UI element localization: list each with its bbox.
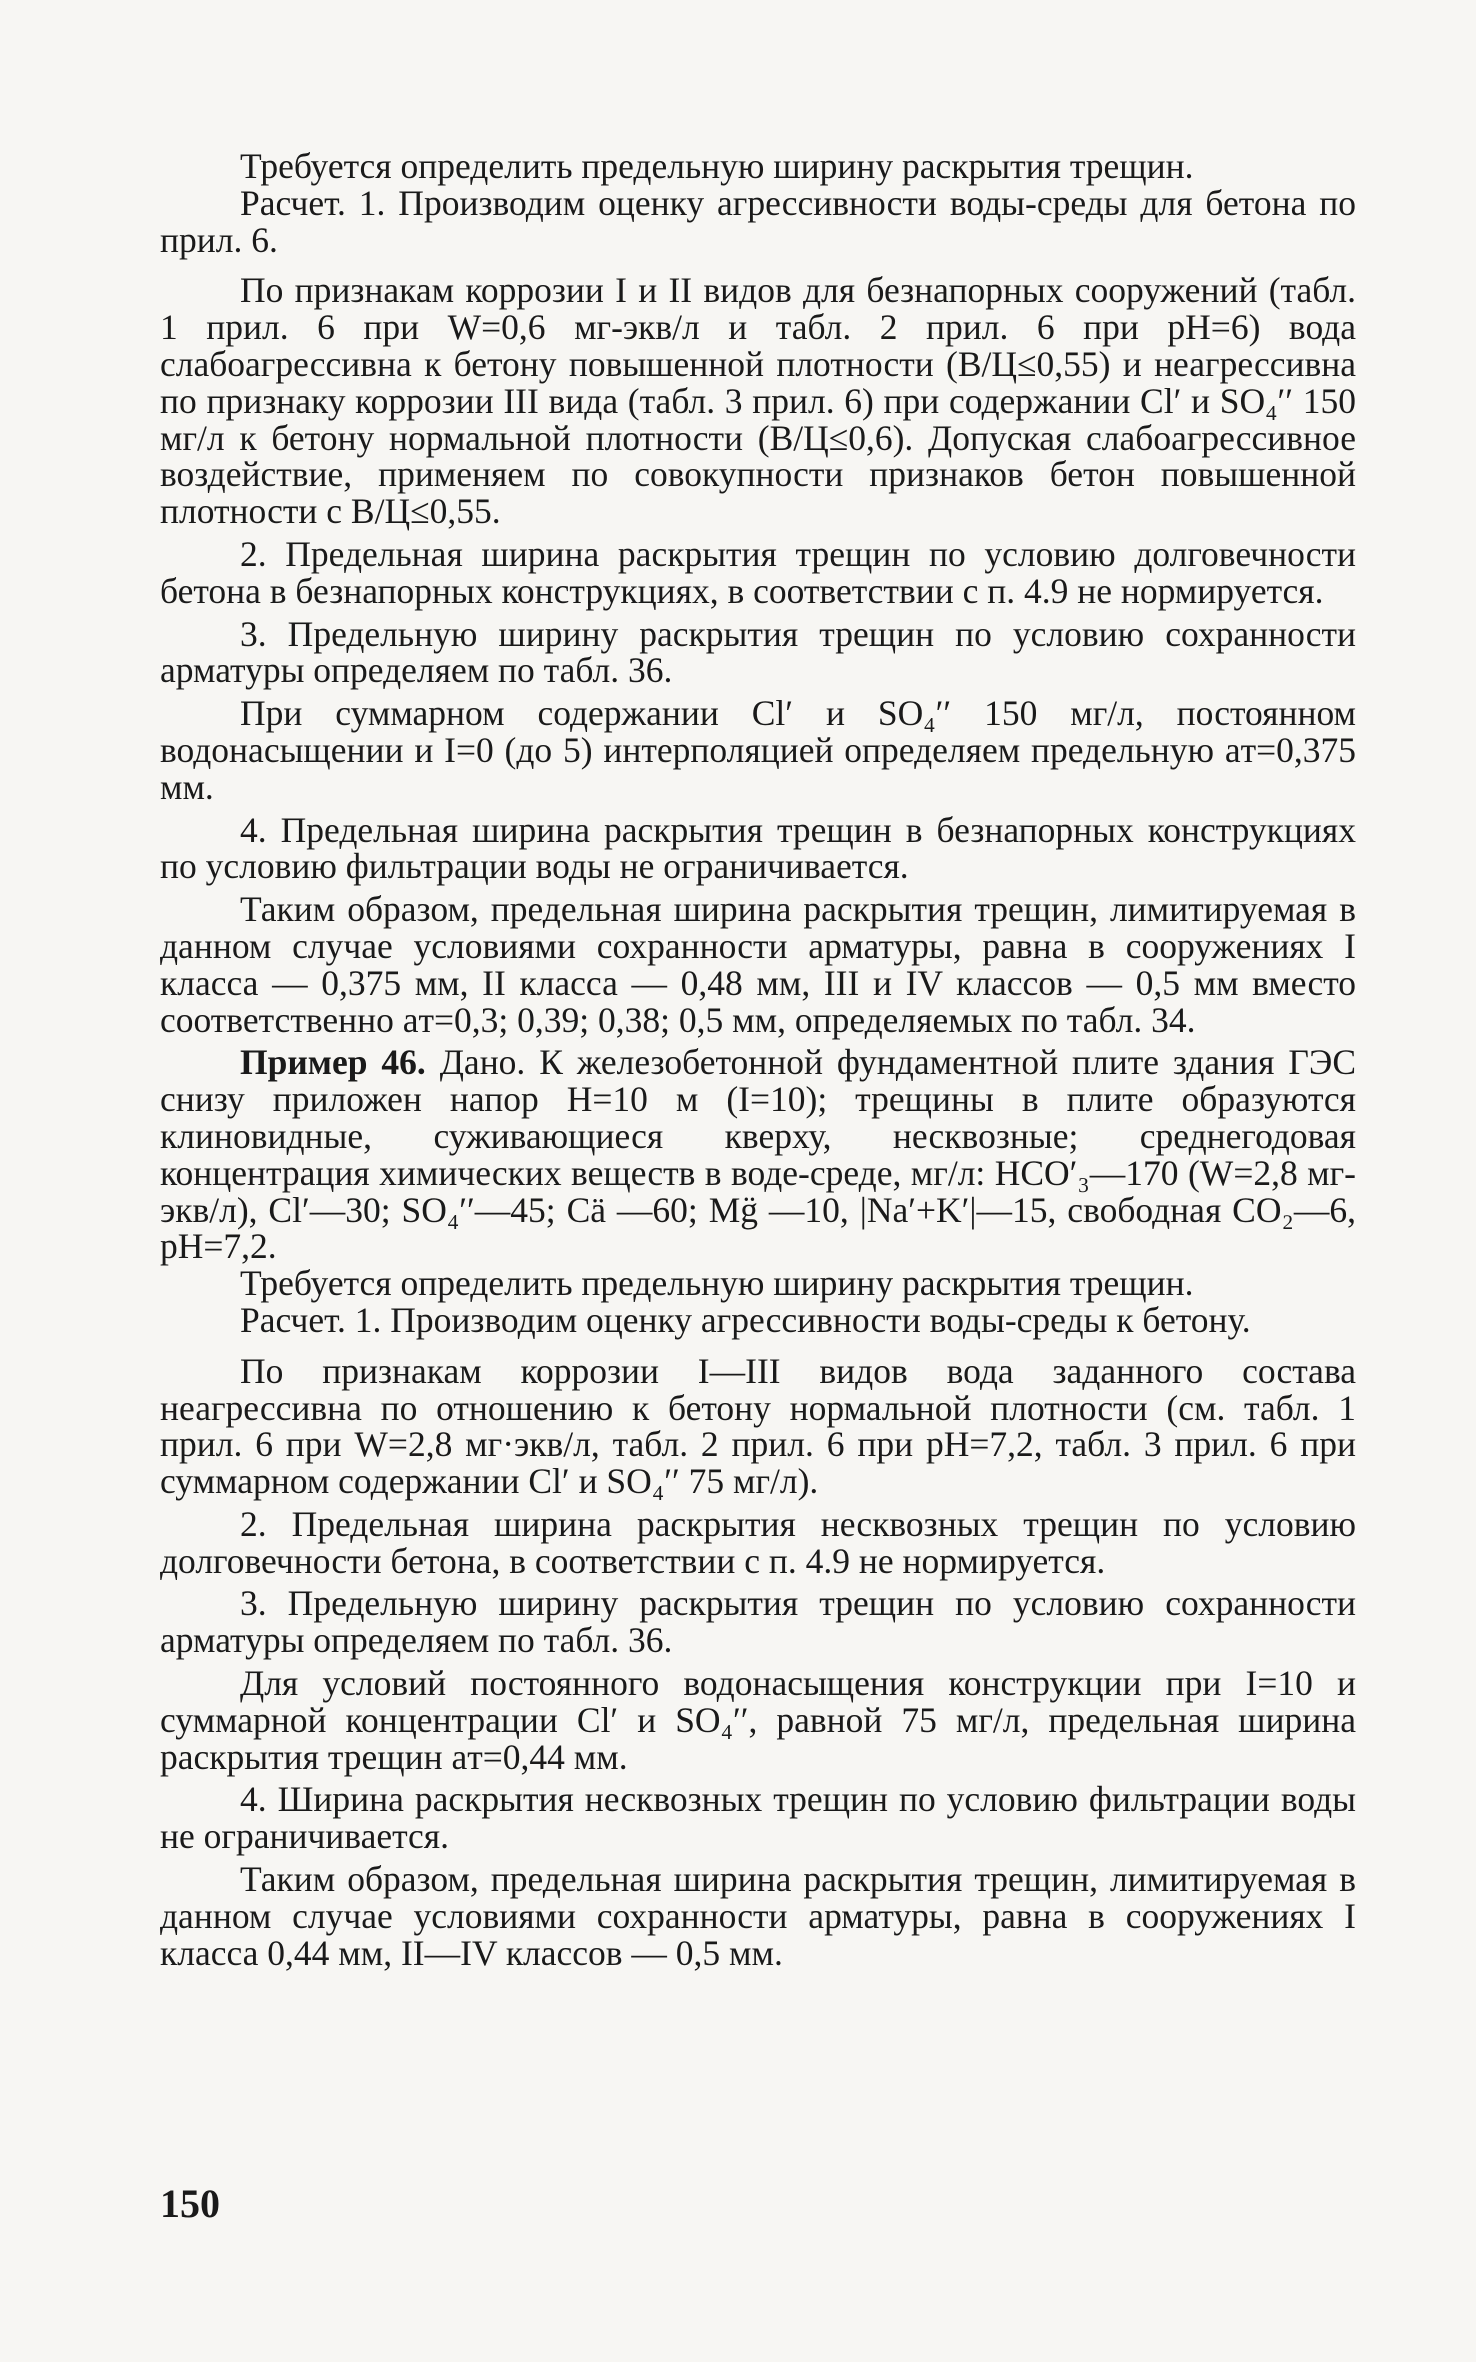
paragraph-requirement-2: Требуется определить предельную ширину раскрытия трещин. bbox=[240, 1263, 1194, 1304]
paragraph-step3-1: 3. Предельную ширину раскрытия трещин по условию сохранности арматуры определяем по табл. 36. bbox=[160, 613, 1356, 691]
paragraph-calculation-1: Расчет. 1. Производим оценку агрессивности воды-среды для бетона по прил. 6. bbox=[160, 182, 1356, 260]
paragraph-conclusion-2: Таким образом, предельная ширина раскрытия трещин, лимитируемая в данном случае условиями сохранности арматуры, равна в сооружениях I класса 0,44 мм, II—IV классов — 0,5 мм. bbox=[160, 1859, 1356, 1973]
paragraph-step4-1: 4. Предельная ширина раскрытия трещин в безнапорных конструкциях по условию фильтрации воды не ограничивается. bbox=[160, 809, 1356, 887]
paragraph-step3-2: 3. Предельную ширину раскрытия трещин по условию сохранности арматуры определяем по табл. 36. bbox=[160, 1583, 1356, 1661]
paragraph-calculation-2: Расчет. 1. Производим оценку агрессивности воды-среды к бетону. bbox=[240, 1299, 1251, 1340]
paragraph-corrosion-2: По признакам коррозии I—III видов вода заданного состава неагрессивна по отношению к бетону нормальной плотности (см. табл. 1 прил. 6 при W=2,8 мг·экв/л, табл. 2 прил. 6 при pH=7,2, табл. 3 прил. 6 при суммарном содержании Cl′ и SO₄′′ 75 мг/л). bbox=[160, 1350, 1356, 1502]
paragraph-example-46: Пример 46. Дано. К железобетонной фундаментной плите здания ГЭС снизу приложен напор H=10 м (I=10); трещины в плите образуются клиновидные, суживающиеся кверху, несквозные; среднегодовая концентрация химических веществ в воде-среде, мг/л: HCO′₃—170 (W=2,8 мг-экв/л), Cl′—30; SO₄′′—45; Cä —60; Mg̈ —10, |Na′+K′|—15, свободная CO₂—6, pH=7,2. bbox=[160, 1042, 1356, 1267]
paragraph-step2-1: 2. Предельная ширина раскрытия трещин по условию долговечности бетона в безнапорных конструкциях, в соответствии с п. 4.9 не нормируется. bbox=[160, 533, 1356, 611]
paragraph-step4-2: 4. Ширина раскрытия несквозных трещин по условию фильтрации воды не ограничивается. bbox=[160, 1779, 1356, 1857]
paragraph-sum-content: При суммарном содержании Cl′ и SO₄′′ 150 мг/л, постоянном водонасыщении и I=0 (до 5) интерполяцией определяем предельную aт=0,375 мм. bbox=[160, 693, 1356, 807]
example-title: Пример 46. bbox=[240, 1042, 426, 1083]
paragraph-step2-2: 2. Предельная ширина раскрытия несквозных трещин по условию долговечности бетона, в соответствии с п. 4.9 не нормируется. bbox=[160, 1503, 1356, 1581]
paragraph-requirement-1: Требуется определить предельную ширину раскрытия трещин. bbox=[240, 146, 1194, 186]
paragraph-conclusion-1: Таким образом, предельная ширина раскрытия трещин, лимитируемая в данном случае условиями сохранности арматуры, равна в сооружениях I класса — 0,375 мм, II класса — 0,48 мм, III и IV классов — 0,5 мм вместо соответственно aт=0,3; 0,39; 0,38; 0,5 мм, определяемых по табл. 34. bbox=[160, 889, 1356, 1040]
paragraph-corrosion-1: По признакам коррозии I и II видов для безнапорных сооружений (табл. 1 прил. 6 при W=0,6 мг-экв/л и табл. 2 прил. 6 при pH=6) вода слабоагрессивна к бетону повышенной плотности (В/Ц≤0,55) и неагрессивна по признаку коррозии III вида (табл. 3 прил. 6) при содержании Cl′ и SO₄′′ 150 мг/л к бетону нормальной плотности (В/Ц≤0,6). Допуская слабоагрессивное воздействие, применяем по совокупности признаков бетон повышенной плотности с В/Ц≤0,55. bbox=[160, 270, 1356, 532]
page-body bbox=[160, 148, 1356, 1971]
paragraph-water-saturation: Для условий постоянного водонасыщения конструкции при I=10 и суммарной концентрации Cl′ и SO₄′′, равной 75 мг/л, предельная ширина раскрытия трещин aт=0,44 мм. bbox=[160, 1663, 1356, 1777]
page-number: 150 bbox=[160, 2181, 220, 2226]
